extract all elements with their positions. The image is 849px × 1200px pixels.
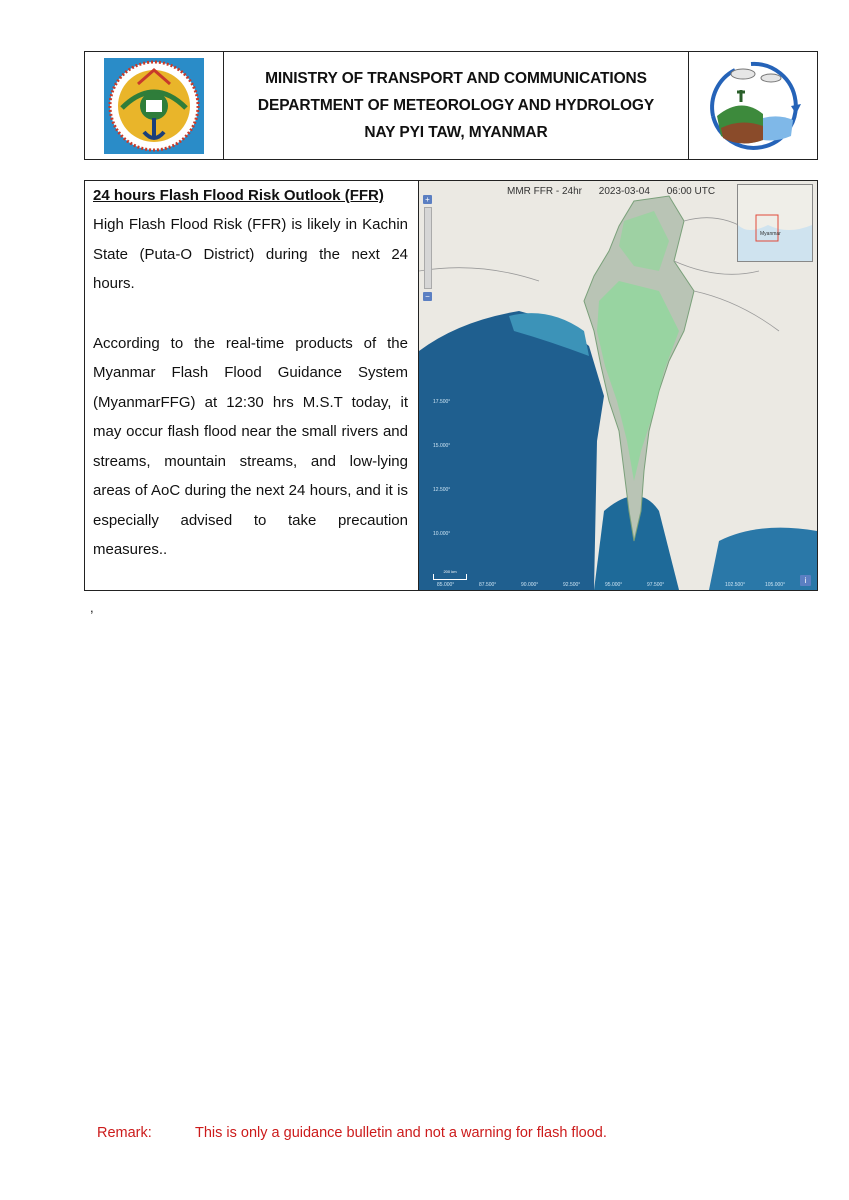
outlook-section	[84, 180, 818, 591]
zoom-slider[interactable]	[424, 207, 432, 289]
map-scale-bar	[433, 569, 467, 580]
scale-label: 200 km	[443, 569, 457, 574]
lon-label: 95.000°	[605, 582, 623, 588]
outlook-text-column	[85, 181, 419, 590]
info-icon[interactable]: i	[800, 575, 811, 586]
lon-label: 87.500°	[479, 582, 497, 588]
inset-graphic	[738, 185, 812, 261]
ministry-emblem-icon	[102, 56, 206, 156]
map-product-label: MMR FFR - 24hr	[507, 186, 582, 197]
lon-label: 102.500°	[725, 582, 746, 588]
header-title-block	[224, 52, 688, 159]
map-time-label: 06:00 UTC	[666, 186, 716, 197]
overview-inset-map[interactable]	[737, 184, 813, 262]
lon-label: 90.000°	[521, 582, 539, 588]
remark-label: Remark:	[97, 1125, 152, 1141]
zoom-out-button[interactable]: −	[423, 292, 432, 301]
ffr-map	[419, 181, 817, 590]
zoom-in-button[interactable]: +	[423, 195, 432, 204]
bulletin-header	[84, 51, 818, 160]
lat-label: 15.000°	[433, 443, 451, 449]
logo-left-cell	[85, 52, 224, 159]
department-title: DEPARTMENT OF METEOROLOGY AND HYDROLOGY	[257, 96, 655, 114]
lon-label: 97.500°	[647, 582, 665, 588]
location-title: NAY PYI TAW, MYANMAR	[364, 123, 548, 141]
ministry-title: MINISTRY OF TRANSPORT AND COMMUNICATIONS	[265, 69, 647, 87]
hydrological-cycle-icon	[701, 56, 805, 156]
lat-label: 12.500°	[433, 487, 451, 493]
lat-label: 10.000°	[433, 531, 451, 537]
map-caption	[507, 186, 729, 197]
logo-right-cell	[688, 52, 817, 159]
outlook-paragraph-risk: High Flash Flood Risk (FFR) is likely in Kachin State (Puta-O District) during the next 24 hours.	[93, 216, 408, 292]
lat-label: 17.500°	[433, 399, 451, 405]
lon-label: 92.500°	[563, 582, 581, 588]
zoom-control	[423, 195, 433, 301]
outlook-title: 24 hours Flash Flood Risk Outlook (FFR)	[93, 187, 384, 204]
remark-text: This is only a guidance bulletin and not a warning for flash flood.	[195, 1125, 607, 1141]
inset-country-label: Myanmar	[760, 231, 781, 237]
lon-label: 105.000°	[765, 582, 786, 588]
lon-label: 85.000°	[437, 582, 455, 588]
outlook-paragraph-guidance: According to the real-time products of the Myanmar Flash Flood Guidance System (MyanmarFFG) at 12:30 hrs M.S.T today, it may occur flash flood near the small rivers and streams, mountain streams, and low-lying areas of AoC during the next 24 hours, and it is especially advised to take precaution measures..	[93, 334, 408, 558]
remark-line	[97, 1125, 607, 1141]
map-date-label: 2023-03-04	[598, 186, 650, 197]
bay-of-bengal-sea	[419, 311, 604, 590]
footnote-mark: ,	[90, 600, 94, 615]
